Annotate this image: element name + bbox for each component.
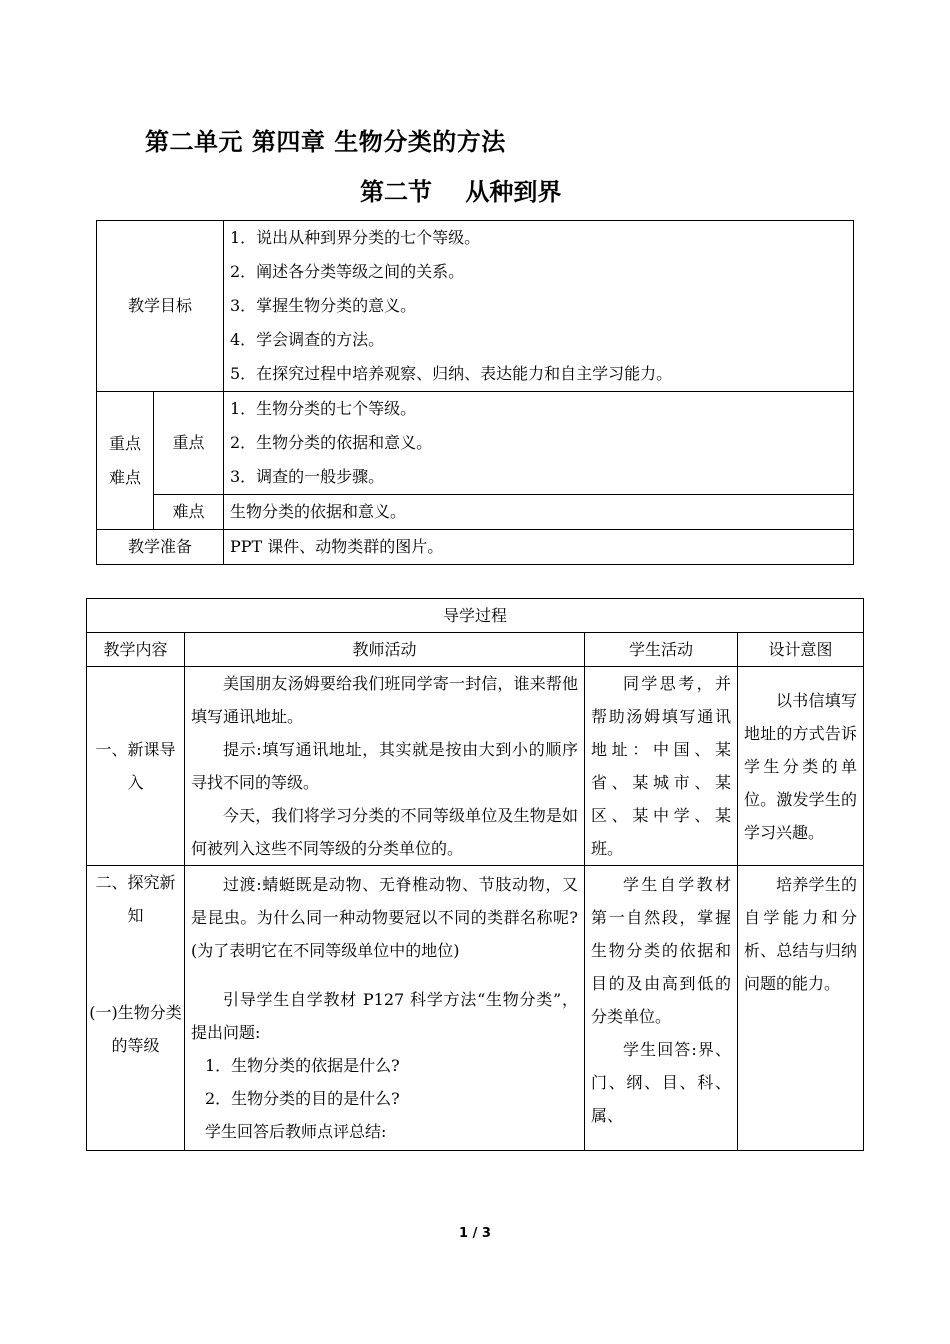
content-subheading: (一)生物分类的等级: [89, 1003, 182, 1055]
objectives-table: [96, 220, 854, 565]
column-header: 学生活动: [585, 633, 738, 667]
teacher-cell: [185, 667, 585, 866]
goal-item: 3．掌握生物分类的意义。: [230, 296, 417, 315]
column-header: 设计意图: [738, 633, 864, 667]
teacher-paragraph: 美国朋友汤姆要给我们班同学寄一封信，谁来帮他填写通讯地址。: [191, 674, 578, 726]
difficulty-text: 生物分类的依据和意义。: [224, 495, 854, 530]
key-points-list: [224, 392, 854, 495]
process-table: [86, 598, 864, 1151]
section-title: 第二节 从种到界: [360, 178, 562, 206]
column-header: 教学内容: [87, 633, 185, 667]
intent-cell: [738, 667, 864, 866]
student-paragraph: 学生自学教材第一自然段，掌握生物分类的依据和目的及由高到低的分类单位。: [591, 875, 731, 1026]
key-point-item: 3．调查的一般步骤。: [230, 467, 385, 486]
goal-item: 4．学会调查的方法。: [230, 330, 385, 349]
student-paragraph: 学生回答:界、门、纲、目、科、属、: [591, 1040, 731, 1125]
teacher-question: 2．生物分类的目的是什么?: [205, 1089, 400, 1108]
difficulty-label: 难点: [154, 495, 224, 530]
student-cell: [585, 667, 738, 866]
goal-item: 2．阐述各分类等级之间的关系。: [230, 262, 465, 281]
teacher-question: 1．生物分类的依据是什么?: [205, 1056, 400, 1075]
key-point-item: 2．生物分类的依据和意义。: [230, 433, 433, 452]
teacher-paragraph: 学生回答后教师点评总结:: [205, 1122, 387, 1141]
goal-item: 5．在探究过程中培养观察、归纳、表达能力和自主学习能力。: [230, 364, 673, 383]
teacher-paragraph: 提示:填写通讯地址，其实就是按由大到小的顺序寻找不同的等级。: [191, 740, 578, 792]
prep-text: PPT 课件、动物类群的图片。: [224, 530, 854, 565]
teacher-paragraph: 今天，我们将学习分类的不同等级单位及生物是如何被列入这些不同等级的分类单位的。: [191, 806, 578, 858]
column-header: 教师活动: [185, 633, 585, 667]
page-number: 1 / 3: [459, 1226, 491, 1241]
content-cell: [87, 866, 185, 1151]
teacher-paragraph: 过渡:蜻蜓既是动物、无脊椎动物、节肢动物，又是昆虫。为什么同一种动物要冠以不同的类群名称呢?(为了表明它在不同等级单位中的地位): [191, 875, 578, 960]
goal-item: 1．说出从种到界分类的七个等级。: [230, 228, 481, 247]
document-title: 第二单元 第四章 生物分类的方法: [145, 128, 506, 156]
student-paragraph: 同学思考，并帮助汤姆填写通讯地址：中国、某省、某城市、某区、某中学、某班。: [591, 674, 731, 858]
intent-paragraph: 培养学生的自学能力和分析、总结与归纳问题的能力。: [744, 875, 857, 993]
key-label: 重点: [154, 392, 224, 495]
prep-label: 教学准备: [97, 530, 224, 565]
content-heading: 二、探究新知: [95, 873, 176, 925]
teacher-cell: [185, 866, 585, 1151]
key-point-item: 1．生物分类的七个等级。: [230, 399, 417, 418]
goal-list: [224, 221, 854, 392]
intent-cell: [738, 866, 864, 1151]
teacher-paragraph: 引导学生自学教材 P127 科学方法“生物分类”，提出问题:: [191, 990, 578, 1042]
process-header: 导学过程: [87, 599, 864, 633]
intent-paragraph: 以书信填写地址的方式告诉学生分类的单位。激发学生的学习兴趣。: [744, 690, 857, 842]
keypoint-difficulty-label: 重点 难点: [97, 392, 154, 530]
goal-label: 教学目标: [97, 221, 224, 392]
student-cell: [585, 866, 738, 1151]
content-cell: 一、新课导入: [87, 667, 185, 866]
